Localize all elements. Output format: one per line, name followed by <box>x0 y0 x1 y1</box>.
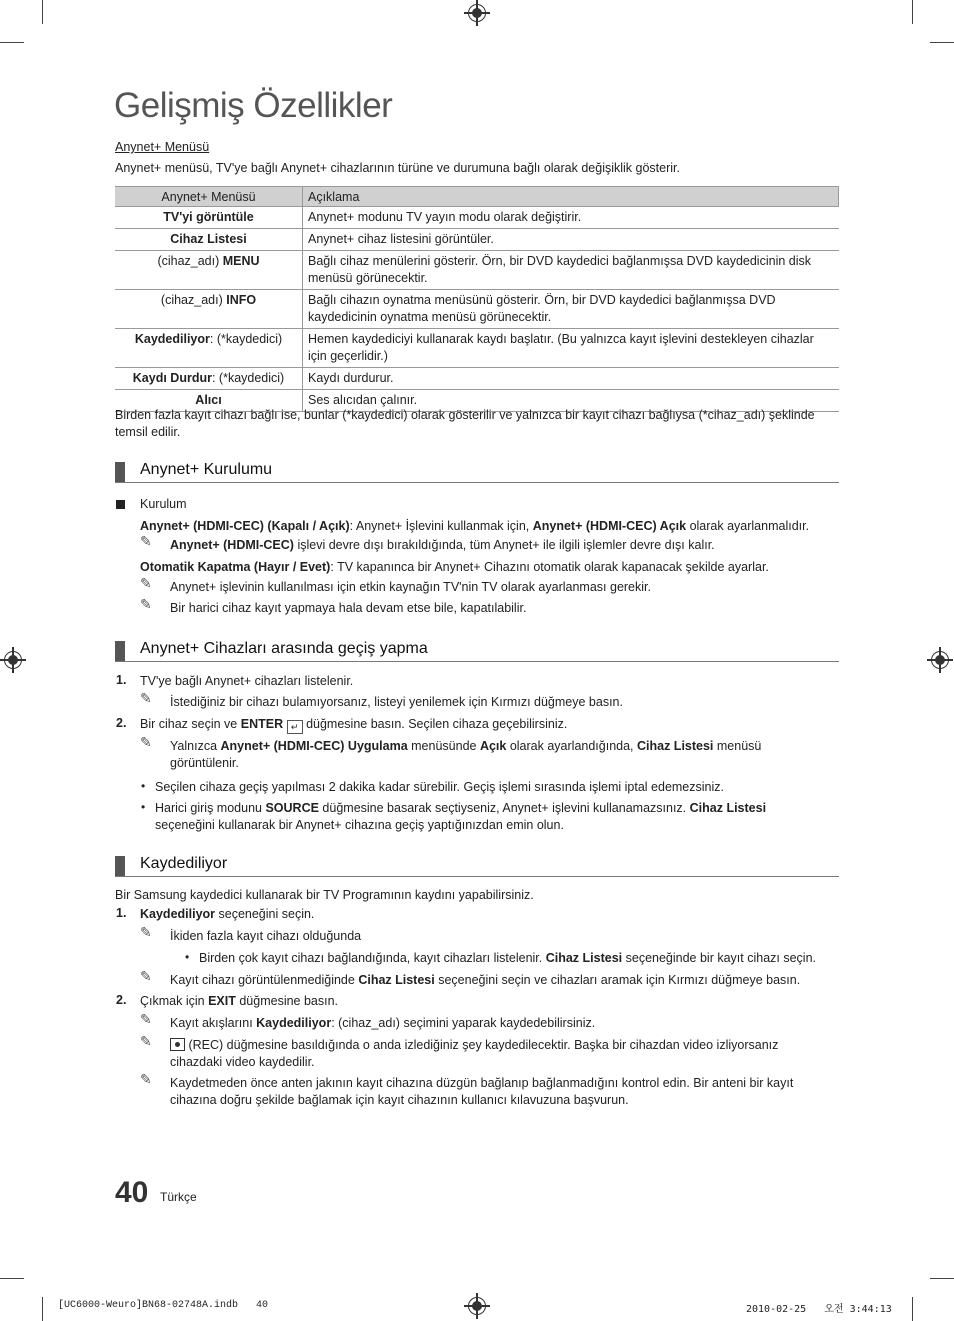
kayit-step-2: Çıkmak için EXIT düğmesine basın. <box>140 994 339 1008</box>
table-row: TV'yi görüntüle Anynet+ modunu TV yayın modu olarak değiştirir. <box>115 207 839 229</box>
print-date-info: 2010-02-25 오전 3:44:13 <box>746 1304 892 1315</box>
menu-intro: Anynet+ menüsü, TV'ye bağlı Anynet+ cihazlarının türüne ve durumuna bağlı olarak değişiklik gösterir. <box>115 161 680 175</box>
table-row: Alıcı Ses alıcıdan çalınır. <box>115 390 839 412</box>
print-file-info: [UC6000-Weuro]BN68-02748A.indb 40 <box>58 1300 269 1311</box>
step-number: 1. <box>116 906 127 920</box>
anynet-menu-table <box>115 186 839 412</box>
table-row: Kaydı Durdur: (*kaydedici) Kaydı durdurur. <box>115 368 839 390</box>
kayit-note-5: Kaydetmeden önce anten jakının kayıt cihazına düzgün bağlanıp bağlanmadığını kontrol edin. Bir anteni bir kayıt <box>170 1076 794 1090</box>
note-icon: ✎ <box>140 596 152 612</box>
section-bar <box>115 462 125 482</box>
note-icon: ✎ <box>140 533 152 549</box>
crop-mark <box>0 42 24 43</box>
bullet-dot: • <box>185 950 190 964</box>
crop-mark <box>930 1278 954 1279</box>
crop-mark <box>42 0 43 24</box>
section-bar <box>115 641 125 661</box>
bullet-dot: • <box>141 800 146 814</box>
kayit-intro: Bir Samsung kaydedici kullanarak bir TV Programının kaydını yapabilirsiniz. <box>115 888 534 902</box>
registration-mark-icon <box>468 4 486 22</box>
note-icon: ✎ <box>140 968 152 984</box>
section-header-gecis <box>115 639 839 662</box>
kayit-note-4: (REC) düğmesine basıldığında o anda izlediğiniz şey kaydedilecektir. Başka bir cihazdan video izliyorsanız <box>170 1037 778 1054</box>
table-cell: Bağlı cihaz menülerini gösterir. Örn, bir DVD kaydedici bağlanmışsa DVD kaydedicinin disk menüsü görünecektir. <box>303 251 839 290</box>
section-title: Anynet+ Kurulumu <box>140 461 273 478</box>
table-cell: Ses alıcıdan çalınır. <box>303 390 839 412</box>
record-icon <box>170 1038 185 1051</box>
kurulum-note-3: Bir harici cihaz kayıt yapmaya hala devam etse bile, kapatılabilir. <box>170 601 527 615</box>
bullet-dot: • <box>141 779 146 793</box>
menu-subtitle: Anynet+ Menüsü <box>115 140 210 154</box>
note-icon: ✎ <box>140 924 152 940</box>
crop-mark <box>0 1278 24 1279</box>
step-number: 2. <box>116 993 127 1007</box>
table-row: (cihaz_adı) MENU Bağlı cihaz menülerini gösterir. Örn, bir DVD kaydedici bağlanmışsa DVD kaydedicinin disk menüsü görünecektir. <box>115 251 839 290</box>
table-cell: Bağlı cihazın oynatma menüsünü gösterir. Örn, bir DVD kaydedici bağlanmışsa DVD kaydedicinin oynatma menüsü görünecektir. <box>303 290 839 329</box>
note-icon: ✎ <box>140 1033 152 1049</box>
footer-language: Türkçe <box>160 1190 197 1204</box>
page-title: Gelişmiş Özellikler <box>114 86 393 125</box>
step-number: 2. <box>116 716 127 730</box>
table-row: Kaydediliyor: (*kaydedici) Hemen kaydediciyi kullanarak kaydı başlatır. (Bu yalnızca kayıt işlevini destekleyen cihazlar için geçerlidir.) <box>115 329 839 368</box>
section-header-kurulum <box>115 460 839 483</box>
gecis-bullet-2-cont: seçeneğini kullanarak bir Anynet+ cihazına geçiş yaptığınızdan emin olun. <box>155 818 564 832</box>
kurulum-item: Kurulum <box>140 497 187 511</box>
note-icon: ✎ <box>140 734 152 750</box>
kayit-step-1: Kaydediliyor seçeneğini seçin. <box>140 907 315 921</box>
kurulum-line-1: Anynet+ (HDMI-CEC) (Kapalı / Açık): Anynet+ İşlevini kullanmak için, Anynet+ (HDMI-CEC) Açık olarak ayarlanmalıdır. <box>140 519 810 533</box>
note-icon: ✎ <box>140 575 152 591</box>
note-icon: ✎ <box>140 690 152 706</box>
table-header: Açıklama <box>303 187 839 207</box>
kayit-note-2: Kayıt cihazı görüntülenmediğinde Cihaz Listesi seçeneğini seçin ve cihazları aramak için Kırmızı düğmeye basın. <box>170 973 801 987</box>
gecis-bullet-2: Harici giriş modunu SOURCE düğmesine basarak seçtiyseniz, Anynet+ işlevini kullanamazsınız. Cihaz Listesi <box>155 801 767 815</box>
crop-mark <box>912 1297 913 1321</box>
registration-mark-icon <box>4 651 22 669</box>
kurulum-line-2: Otomatik Kapatma (Hayır / Evet): TV kapanınca bir Anynet+ Cihazını otomatik olarak kapanacak şekilde ayarlar. <box>140 560 769 574</box>
section-header-kaydediliyor <box>115 854 839 877</box>
table-header: Anynet+ Menüsü <box>115 187 303 207</box>
crop-mark <box>912 0 913 24</box>
table-row: Cihaz Listesi Anynet+ cihaz listesini görüntüler. <box>115 229 839 251</box>
kayit-note-1-bullet: Birden çok kayıt cihazı bağlandığında, kayıt cihazları listelenir. Cihaz Listesi seçeneğinde bir kayıt cihazı seçin. <box>199 951 816 965</box>
section-title: Anynet+ Cihazları arasında geçiş yapma <box>140 640 428 657</box>
kayit-note-4-cont: cihazdaki video kaydedilir. <box>170 1055 315 1069</box>
gecis-step-1: TV'ye bağlı Anynet+ cihazları listelenir. <box>140 674 354 688</box>
step-number: 1. <box>116 673 127 687</box>
gecis-step-1-note: İstediğiniz bir cihazı bulamıyorsanız, listeyi yenilemek için Kırmızı düğmeye basın. <box>170 695 623 709</box>
gecis-step-2-note-cont: görüntülenir. <box>170 756 239 770</box>
kayit-note-1: İkiden fazla kayıt cihazı olduğunda <box>170 929 362 943</box>
gecis-step-2: Bir cihaz seçin ve ENTER ↵ düğmesine basın. Seçilen cihaza geçebilirsiniz. <box>140 717 568 732</box>
table-cell: Anynet+ cihaz listesini görüntüler. <box>303 229 839 251</box>
note-icon: ✎ <box>140 1011 152 1027</box>
table-row: (cihaz_adı) INFO Bağlı cihazın oynatma menüsünü gösterir. Örn, bir DVD kaydedici bağlanmışsa DVD kaydedicinin oynatma menüsü görünecektir. <box>115 290 839 329</box>
page-number: 40 <box>115 1176 149 1209</box>
registration-mark-icon <box>468 1297 486 1315</box>
registration-mark-icon <box>931 651 949 669</box>
kurulum-note-1: Anynet+ (HDMI-CEC) işlevi devre dışı bırakıldığında, tüm Anynet+ ile ilgili işlemler devre dışı kalır. <box>170 538 715 552</box>
kurulum-note-2: Anynet+ işlevinin kullanılması için etkin kaynağın TV'nin TV olarak ayarlanması gerekir. <box>170 580 651 594</box>
crop-mark <box>42 1297 43 1321</box>
table-note: Birden fazla kayıt cihazı bağlı ise, bunlar (*kaydedici) olarak gösterilir ve yalnızca bir kayıt cihazı bağlıysa (*cihaz_adı) şeklinde temsil edilir. <box>115 408 815 439</box>
table-cell: Hemen kaydediciyi kullanarak kaydı başlatır. (Bu yalnızca kayıt işlevini destekleyen cihazlar için geçerlidir.) <box>303 329 839 368</box>
kayit-note-5-cont: cihazına doğru şekilde bağlamak için kayıt cihazının kullanıcı kılavuzuna başvurun. <box>170 1093 629 1107</box>
gecis-bullet-1: Seçilen cihaza geçiş yapılması 2 dakika kadar sürebilir. Geçiş işlemi sırasında işlemi iptal edemezsiniz. <box>155 780 724 794</box>
crop-mark <box>930 42 954 43</box>
kayit-note-3: Kayıt akışlarını Kaydediliyor: (cihaz_adı) seçimini yaparak kaydedebilirsiniz. <box>170 1016 596 1030</box>
table-cell: Kaydı durdurur. <box>303 368 839 390</box>
section-bar <box>115 856 125 876</box>
gecis-step-2-note: Yalnızca Anynet+ (HDMI-CEC) Uygulama menüsünde Açık olarak ayarlandığında, Cihaz Listesi menüsü <box>170 739 762 753</box>
table-cell: Anynet+ modunu TV yayın modu olarak değiştirir. <box>303 207 839 229</box>
section-title: Kaydediliyor <box>140 855 228 872</box>
note-icon: ✎ <box>140 1071 152 1087</box>
enter-icon: ↵ <box>287 720 303 734</box>
bullet-square-icon <box>116 500 125 509</box>
